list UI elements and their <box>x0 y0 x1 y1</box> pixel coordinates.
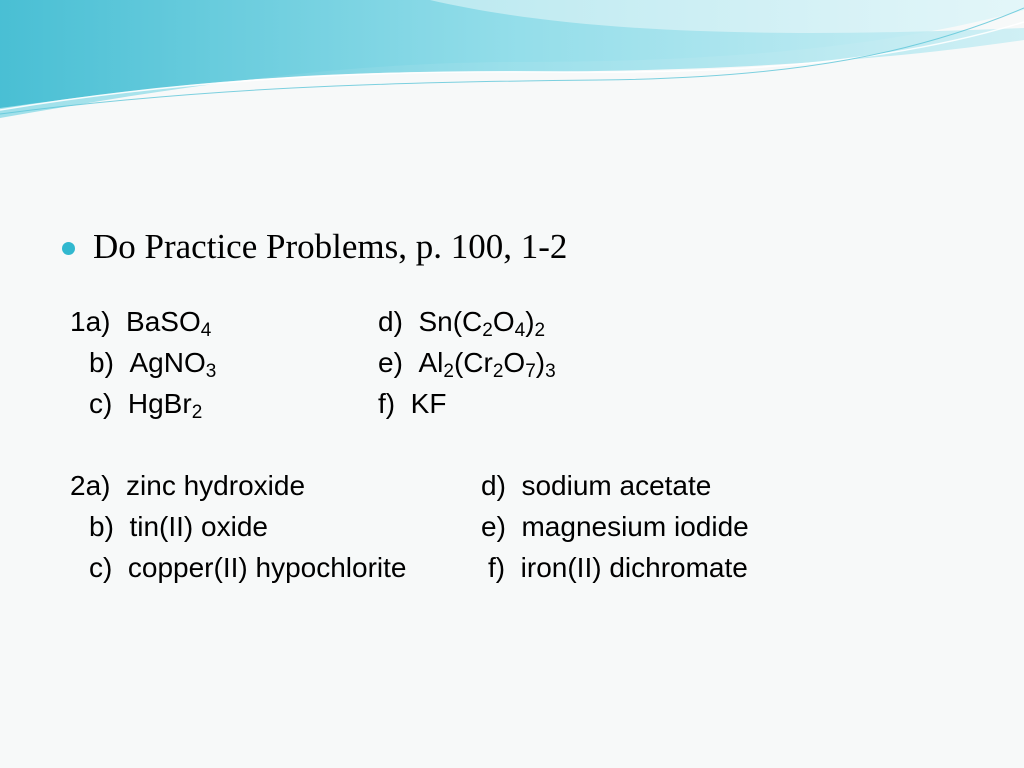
item-label: d) <box>378 306 403 337</box>
problem-2d <box>481 466 711 506</box>
problem-2a <box>70 466 305 506</box>
wave-header-decoration <box>0 0 1024 120</box>
compound-name: iron(II) dichromate <box>520 552 748 583</box>
item-label: b) <box>89 511 114 542</box>
problem-1a <box>70 302 211 342</box>
bullet-dot-icon <box>62 242 75 255</box>
item-label: d) <box>481 470 506 501</box>
item-label: e) <box>481 511 506 542</box>
problem-2c <box>89 548 406 588</box>
formula: BaSO$_4$ <box>126 306 212 341</box>
problem-2f <box>488 548 748 588</box>
compound-name: sodium acetate <box>521 470 712 501</box>
item-label: c) <box>89 388 113 419</box>
formula: $Al_2(Cr_2O_7)_3$ <box>418 347 556 382</box>
formula: KF <box>410 388 447 419</box>
formula: $Sn(C_2O_4)_2$ <box>418 306 546 341</box>
item-label: c) <box>89 552 113 583</box>
problem-1f <box>378 384 446 424</box>
bullet-item <box>62 222 567 272</box>
compound-name: tin(II) oxide <box>129 511 268 542</box>
problem-2b <box>89 507 268 547</box>
compound-name: copper(II) hypochlorite <box>127 552 407 583</box>
formula: AgNO$_3$ <box>129 347 217 382</box>
item-label: f) <box>488 552 506 583</box>
item-label: f) <box>378 388 396 419</box>
item-label: 1a) <box>70 306 111 337</box>
item-label: e) <box>378 347 403 378</box>
formula: HgBr$_2$ <box>127 388 203 423</box>
problem-1d <box>378 302 545 342</box>
item-label: 2a) <box>70 470 111 501</box>
problem-1c <box>89 384 202 424</box>
problem-1b <box>89 343 216 383</box>
bullet-text: Do Practice Problems, p. 100, 1-2 <box>93 227 568 266</box>
compound-name: magnesium iodide <box>521 511 749 542</box>
problem-2e <box>481 507 749 547</box>
compound-name: zinc hydroxide <box>126 470 306 501</box>
problem-1e <box>378 343 556 383</box>
item-label: b) <box>89 347 114 378</box>
